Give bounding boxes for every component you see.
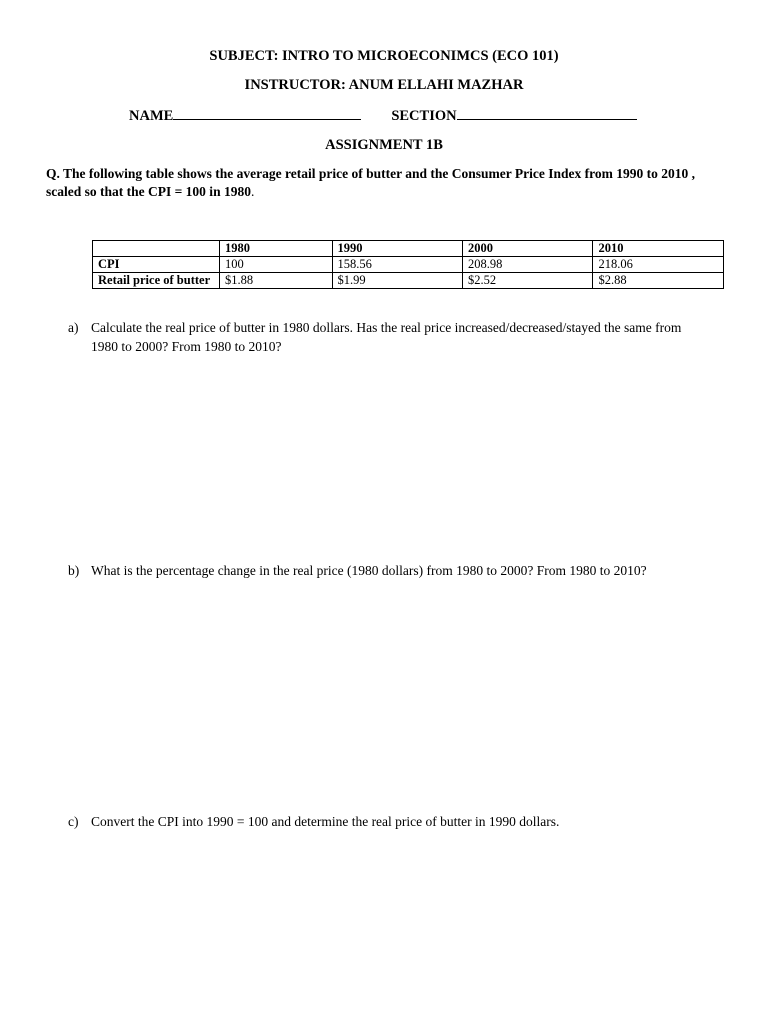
table-cell: 100 [220, 257, 333, 273]
price-table [92, 240, 724, 289]
table-header-cell: 2000 [463, 241, 593, 257]
table-cell: 218.06 [593, 257, 724, 273]
part-c-label: c) [68, 814, 79, 829]
name-blank-line [173, 107, 361, 120]
part-c-text: Convert the CPI into 1990 = 100 and determine the real price of butter in 1990 dollars. [91, 814, 560, 829]
question-intro [46, 165, 726, 201]
section-label: SECTION [391, 108, 457, 124]
section-blank-line [457, 107, 637, 120]
row-label-butter-price: Retail price of butter [93, 273, 220, 289]
table-header-cell: 1990 [332, 241, 462, 257]
part-a-text: Calculate the real price of butter in 1980 dollars. Has the real price increased/decreased/stayed the same from 1980 to 2000? From 1980 to 2010? [91, 320, 682, 354]
question-part-a [68, 318, 708, 356]
part-b-text: What is the percentage change in the real price (1980 dollars) from 1980 to 2000? From 1980 to 2010? [91, 563, 647, 578]
table-header-cell: 1980 [220, 241, 333, 257]
table-row [93, 273, 724, 289]
question-period: . [250, 184, 255, 199]
table-header-row [93, 241, 724, 257]
name-section-row [129, 107, 637, 125]
table-cell: $1.88 [220, 273, 333, 289]
name-label: NAME [129, 108, 174, 124]
table-cell: $2.52 [463, 273, 593, 289]
subject-heading: SUBJECT: INTRO TO MICROECONIMCS (ECO 101) [209, 48, 559, 64]
assignment-title: ASSIGNMENT 1B [325, 137, 443, 153]
part-a-label: a) [68, 320, 79, 335]
part-b-label: b) [68, 563, 80, 578]
row-label-cpi: CPI [93, 257, 220, 273]
table-corner-cell [93, 241, 220, 257]
question-text: Q. The following table shows the average retail price of butter and the Consumer Price Index from 1990 to 2010 , scaled so that the CPI = 100 in 1980 [46, 166, 695, 199]
question-part-c [68, 812, 708, 831]
table-row [93, 257, 724, 273]
instructor-heading: INSTRUCTOR: ANUM ELLAHI MAZHAR [244, 77, 524, 93]
table-cell: $2.88 [593, 273, 724, 289]
table-cell: 158.56 [332, 257, 462, 273]
table-header-cell: 2010 [593, 241, 724, 257]
table-cell: $1.99 [332, 273, 462, 289]
question-part-b [68, 561, 708, 580]
table-cell: 208.98 [463, 257, 593, 273]
